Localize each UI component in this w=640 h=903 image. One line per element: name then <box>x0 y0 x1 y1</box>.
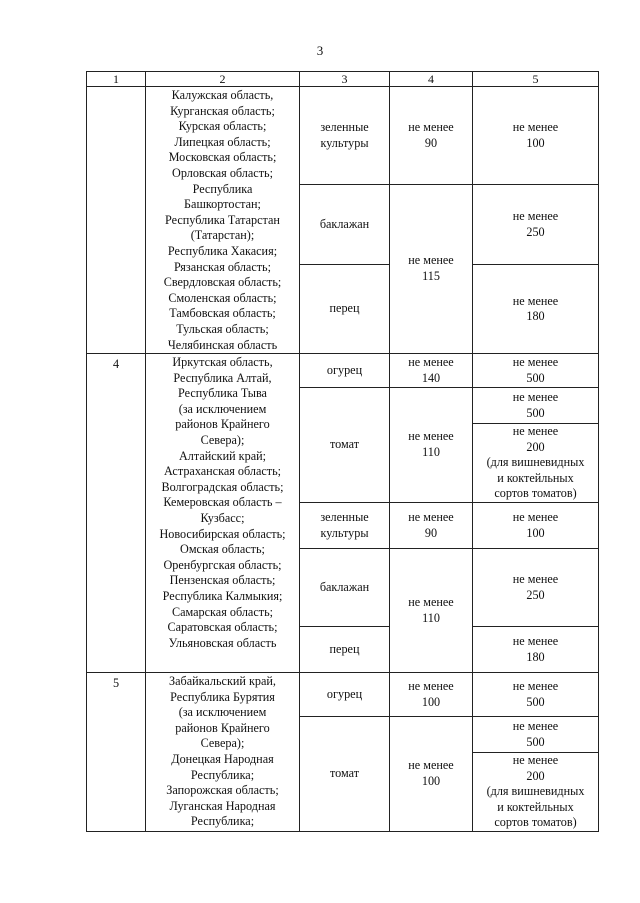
crop-cell: томат <box>300 717 390 832</box>
table-row <box>87 673 599 717</box>
crop-cell: огурец <box>300 354 390 388</box>
yield-target-cell: не менее 250 <box>473 549 599 627</box>
crop-cell: перец <box>300 265 390 354</box>
header-col-5: 5 <box>473 72 599 87</box>
yield-target-cell: не менее 180 <box>473 265 599 354</box>
crop-cell: перец <box>300 627 390 673</box>
yield-min-cell: не менее 90 <box>390 87 473 185</box>
crop-cell: баклажан <box>300 549 390 627</box>
table-row <box>87 354 599 388</box>
yield-target-cell: не менее 200 (для вишневидных и коктейльных сортов томатов) <box>473 424 599 503</box>
regions-cell: Калужская область, Курганская область; Курская область; Липецкая область; Московская область; Орловская область; Республика Башкортостан; Республика Татарстан (Татарстан); Республика Хакасия; Рязанская область; Свердловская область; Смоленская область; Тамбовская область; Тульская область; Челябинская область <box>146 87 300 354</box>
header-col-3: 3 <box>300 72 390 87</box>
row-number-cell <box>87 87 146 354</box>
regions-cell: Иркутская область, Республика Алтай, Республика Тыва (за исключением районов Крайнего Севера); Алтайский край; Астраханская область; Волгоградская область; Кемеровская область – Кузбасс; Новосибирская область; Омская область; Оренбургская область; Пензенская область; Республика Калмыкия; Самарская область; Саратовская область; Ульяновская область <box>146 354 300 673</box>
yield-min-cell: не менее 110 <box>390 388 473 503</box>
yield-target-cell: не менее 100 <box>473 87 599 185</box>
crop-cell: зеленные культуры <box>300 503 390 549</box>
crop-cell: баклажан <box>300 185 390 265</box>
header-col-4: 4 <box>390 72 473 87</box>
regions-cell: Забайкальский край, Республика Бурятия (за исключением районов Крайнего Севера); Донецкая Народная Республика; Запорожская область; Луганская Народная Республика; <box>146 673 300 832</box>
yield-min-cell: не менее 110 <box>390 549 473 673</box>
yield-min-cell: не менее 115 <box>390 185 473 354</box>
yield-min-cell: не менее 100 <box>390 717 473 832</box>
yield-min-cell: не менее 100 <box>390 673 473 717</box>
yield-target-cell: не менее 200 (для вишневидных и коктейльных сортов томатов) <box>473 753 599 832</box>
page-number: 3 <box>316 43 324 58</box>
yield-target-cell: не менее 250 <box>473 185 599 265</box>
header-col-2: 2 <box>146 72 300 87</box>
norms-table <box>86 71 599 832</box>
crop-cell: томат <box>300 388 390 503</box>
row-number-cell: 4 <box>87 354 146 673</box>
crop-cell: огурец <box>300 673 390 717</box>
header-row <box>87 72 599 87</box>
yield-target-cell: не менее 500 <box>473 717 599 753</box>
yield-target-cell: не менее 500 <box>473 354 599 388</box>
yield-min-cell: не менее 90 <box>390 503 473 549</box>
yield-target-cell: не менее 180 <box>473 627 599 673</box>
header-col-1: 1 <box>87 72 146 87</box>
yield-target-cell: не менее 500 <box>473 673 599 717</box>
yield-target-cell: не менее 100 <box>473 503 599 549</box>
table-row <box>87 87 599 185</box>
crop-cell: зеленные культуры <box>300 87 390 185</box>
row-number-cell: 5 <box>87 673 146 832</box>
yield-min-cell: не менее 140 <box>390 354 473 388</box>
yield-target-cell: не менее 500 <box>473 388 599 424</box>
